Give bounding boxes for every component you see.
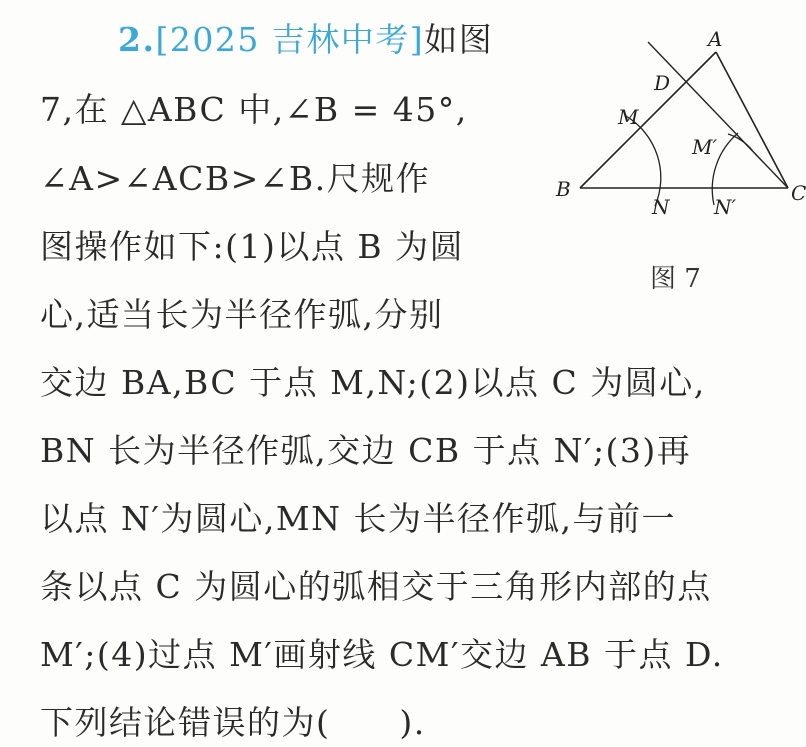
problem-number: 2.: [118, 20, 156, 59]
problem-line-1: 如图: [424, 20, 494, 59]
label-M-prime: M′: [692, 135, 718, 159]
arc-B: [626, 116, 661, 206]
problem-line-4: 图操作如下:(1)以点 B 为圆: [40, 227, 465, 266]
label-A: A: [708, 27, 723, 51]
label-N: N: [652, 195, 670, 219]
problem-line-11: 下列结论错误的为( ).: [40, 703, 426, 742]
side-AC: [716, 52, 788, 188]
label-D: D: [654, 71, 671, 95]
problem-line-6: 交边 BA,BC 于点 M,N;(2)以点 C 为圆心,: [40, 363, 706, 402]
problem-line-7: BN 长为半径作弧,交边 CB 于点 N′;(3)再: [40, 431, 692, 470]
problem-header-line: [118, 20, 493, 60]
problem-source: [2025 吉林中考]: [155, 20, 425, 59]
problem-line-10: M′;(4)过点 M′画射线 CM′交边 AB 于点 D.: [40, 635, 724, 674]
label-C: C: [791, 181, 806, 205]
problem-line-9: 条以点 C 为圆心的弧相交于三角形内部的点: [40, 567, 712, 606]
label-N-prime: N′: [714, 195, 737, 219]
side-BA: [580, 52, 716, 188]
triangle-figure: [548, 18, 806, 298]
label-B: B: [556, 177, 571, 201]
problem-line-3: ∠A>∠ACB>∠B.尺规作: [40, 159, 431, 198]
figure-caption: 图 7: [650, 264, 701, 294]
problem-line-8: 以点 N′为圆心,MN 长为半径作弧,与前一: [40, 499, 676, 538]
ray-CD: [648, 42, 788, 188]
problem-line-5: 心,适当长为半径作弧,分别: [40, 295, 444, 334]
problem-line-2: 7,在 △ABC 中,∠B = 45°,: [40, 90, 468, 129]
label-M: M: [618, 105, 639, 129]
